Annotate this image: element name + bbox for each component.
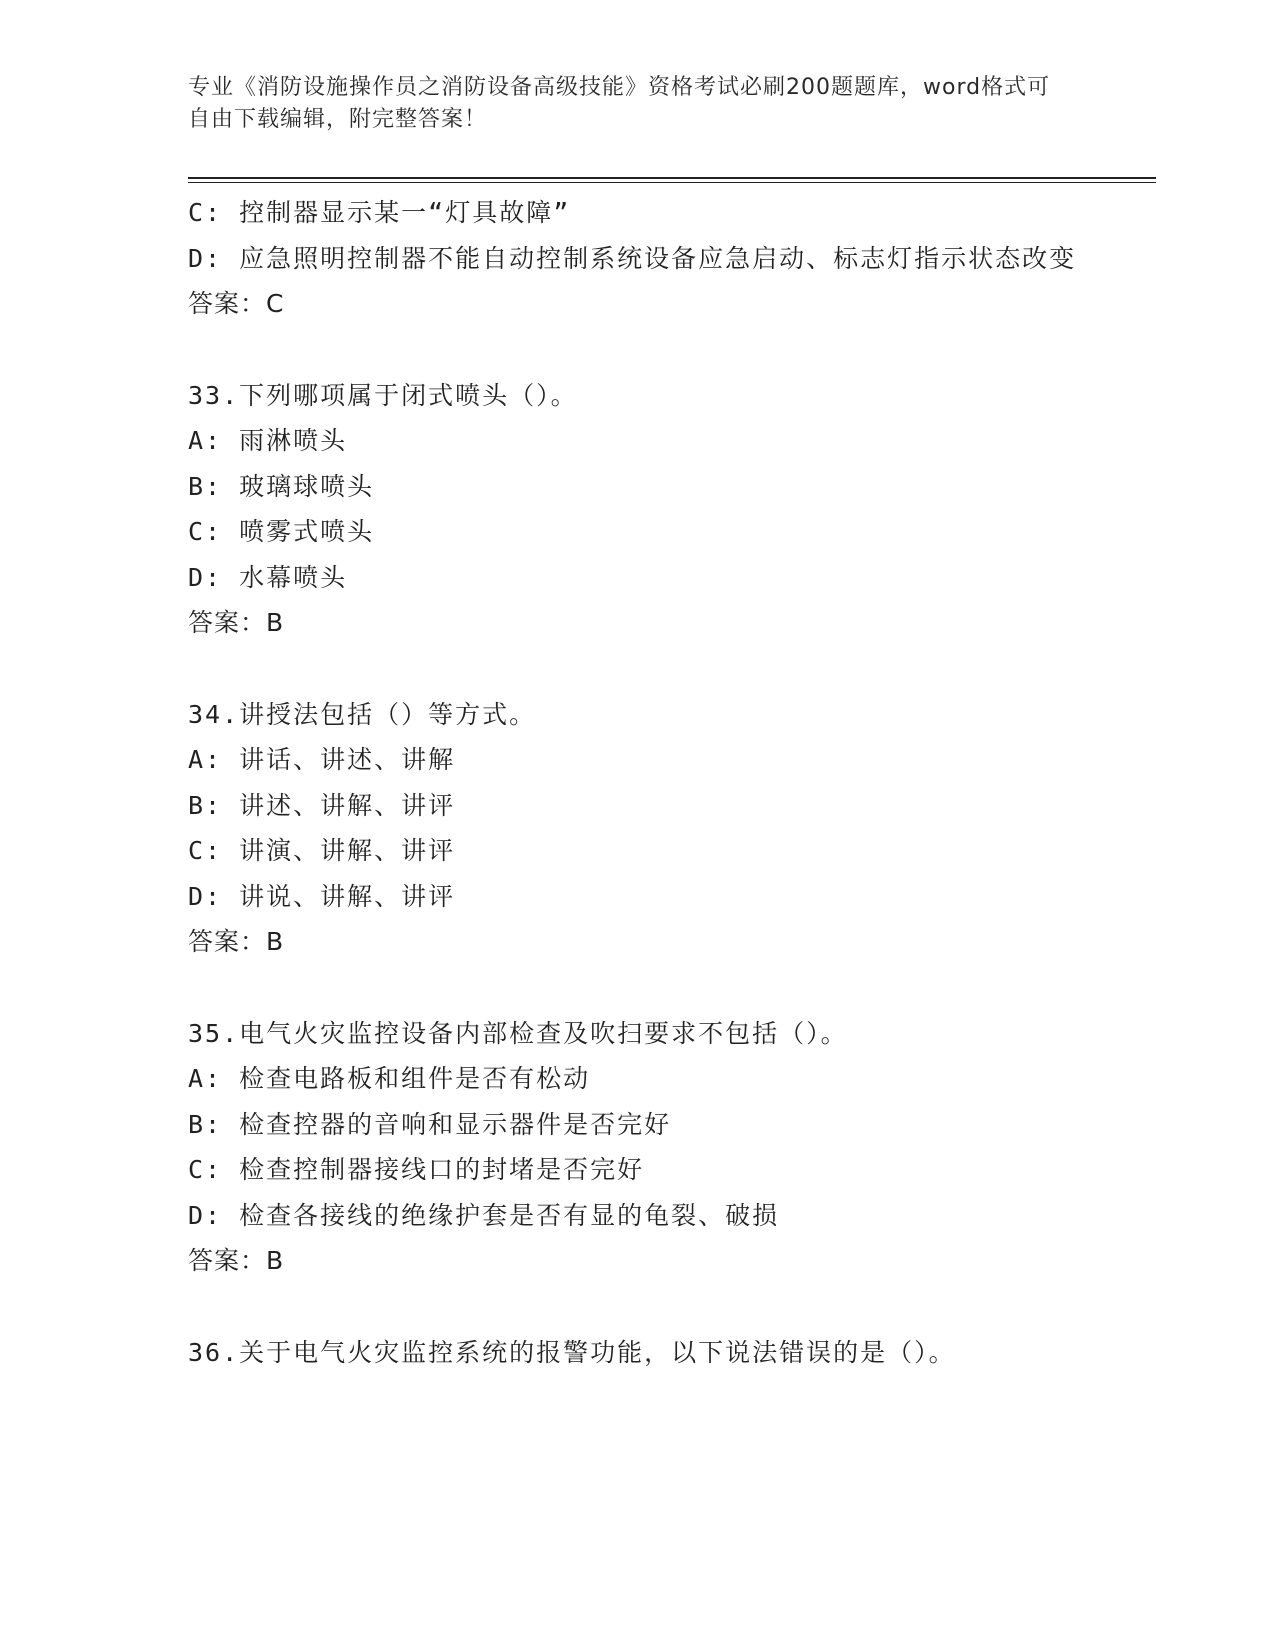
option-d: D: 应急照明控制器不能自动控制系统设备应急启动、标志灯指示状态改变 — [188, 243, 1077, 273]
option-a: A: 检查电路板和组件是否有松动 — [188, 1064, 591, 1093]
option-b: B: 检查控器的音响和显示器件是否完好 — [188, 1109, 672, 1139]
option-d: D: 水幕喷头 — [188, 562, 348, 592]
option-a: A: 讲话、讲述、讲解 — [188, 745, 456, 774]
option-a: A: 雨淋喷头 — [188, 426, 348, 455]
answer: 答案：B — [188, 608, 285, 637]
option-c: C: 检查控制器接线口的封堵是否完好 — [188, 1155, 645, 1184]
answer: 答案：B — [188, 1246, 285, 1275]
header-divider-thin — [188, 182, 1156, 183]
question-stem: 35.电气火灾监控设备内部检查及吹扫要求不包括（）。 — [188, 1018, 848, 1048]
option-c: C: 喷雾式喷头 — [188, 517, 375, 546]
question-stem: 33.下列哪项属于闭式喷头（）。 — [188, 380, 578, 410]
question-content — [188, 190, 1088, 1375]
header-divider-thick — [188, 177, 1156, 179]
question-stem: 36.关于电气火灾监控系统的报警功能，以下说法错误的是（）。 — [188, 1337, 956, 1367]
question-stem: 34.讲授法包括（）等方式。 — [188, 699, 537, 729]
option-d: D: 检查各接线的绝缘护套是否有显的龟裂、破损 — [188, 1200, 780, 1230]
document-header: 专业《消防设施操作员之消防设备高级技能》资格考试必刷200题题库，word格式可自由下载编辑，附完整答案！ — [188, 75, 1051, 132]
option-d: D: 讲说、讲解、讲评 — [188, 881, 456, 911]
answer: 答案：C — [188, 289, 285, 318]
option-c: C: 讲演、讲解、讲评 — [188, 836, 456, 865]
option-b: B: 玻璃球喷头 — [188, 471, 375, 501]
answer: 答案：B — [188, 927, 285, 956]
option-b: B: 讲述、讲解、讲评 — [188, 790, 456, 820]
option-c: C: 控制器显示某一“灯具故障” — [188, 198, 571, 227]
